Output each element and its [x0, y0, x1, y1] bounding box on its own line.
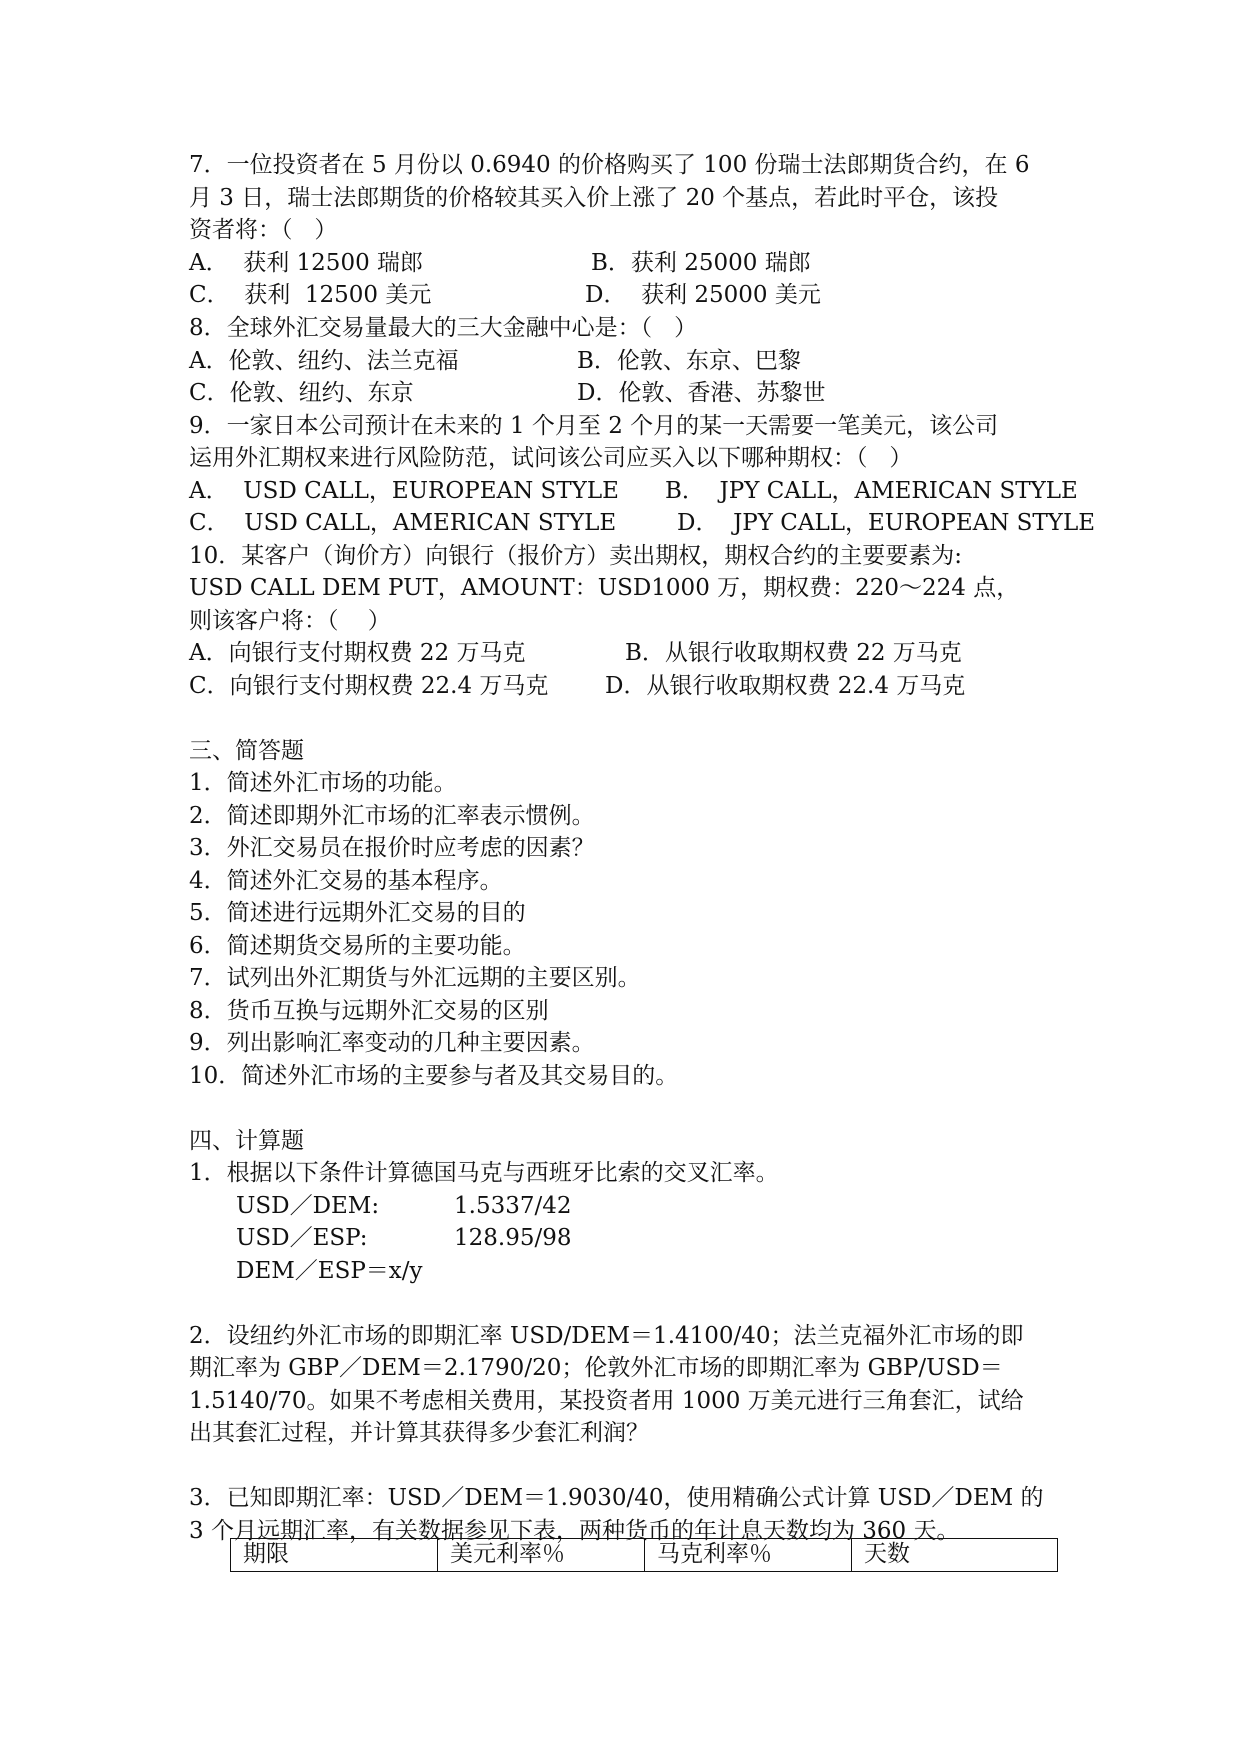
interest-rate-table: [230, 1538, 1058, 1572]
q9-options-row2: [189, 507, 1096, 539]
q8-options-row2: [189, 377, 826, 409]
rate-value: 1.5337/42: [454, 1193, 572, 1219]
q8-option-d: D．伦敦、香港、苏黎世: [577, 380, 826, 406]
short-answer-item: 3．外汇交易员在报价时应考虑的因素？: [189, 835, 595, 861]
q7-options-row2: [189, 279, 821, 311]
q10-stem-line3: 则该客户将：（ ）: [189, 608, 391, 634]
q8-options-row1: [189, 345, 801, 377]
q9-option-b: B． JPY CALL，AMERICAN STYLE: [665, 478, 1078, 504]
q10-options-row2: [189, 670, 966, 702]
q7-option-a: A． 获利 12500 瑞郎: [189, 250, 424, 276]
calc-q3-line1: 3．已知即期汇率：USD／DEM＝1.9030/40，使用精确公式计算 USD／DEM 的: [189, 1485, 1044, 1511]
short-answer-item: 8．货币互换与远期外汇交易的区别: [189, 998, 549, 1024]
section-heading-calculation: 四、计算题: [189, 1128, 304, 1154]
q9-options-row1: [189, 475, 1078, 507]
short-answer-item: 5．简述进行远期外汇交易的目的: [189, 900, 526, 926]
short-answer-item: 7．试列出外汇期货与外汇远期的主要区别。: [189, 965, 641, 991]
q9-stem-line2: 运用外汇期权来进行风险防范，试问该公司应买入以下哪种期权：（ ）: [189, 445, 913, 471]
q9-option-a: A． USD CALL，EUROPEAN STYLE: [189, 478, 619, 504]
calc-q1-rate-usd-dem: [236, 1190, 572, 1222]
rate-label: USD／DEM:: [236, 1193, 380, 1219]
table-header-term: 期限: [231, 1539, 438, 1571]
q8-stem-line1: 8．全球外汇交易量最大的三大金融中心是：（ ）: [189, 315, 698, 341]
q9-stem-line1: 9．一家日本公司预计在未来的 1 个月至 2 个月的某一天需要一笔美元，该公司: [189, 413, 999, 439]
q7-option-b: B．获利 25000 瑞郎: [591, 250, 811, 276]
q9-option-d: D． JPY CALL，EUROPEAN STYLE: [677, 510, 1096, 536]
rate-value: 128.95/98: [454, 1225, 572, 1251]
q10-option-d: D．从银行收取期权费 22.4 万马克: [605, 673, 966, 699]
short-answer-item: 1．简述外汇市场的功能。: [189, 770, 457, 796]
q10-option-c: C．向银行支付期权费 22.4 万马克: [189, 673, 549, 699]
q7-option-d: D． 获利 25000 美元: [585, 282, 821, 308]
q7-stem-line2: 月 3 日，瑞士法郎期货的价格较其买入价上涨了 20 个基点，若此时平仓，该投: [189, 185, 999, 211]
rate-label: USD／ESP:: [236, 1225, 368, 1251]
q10-option-a: A．向银行支付期权费 22 万马克: [189, 640, 526, 666]
short-answer-item: 9．列出影响汇率变动的几种主要因素。: [189, 1030, 595, 1056]
table-header-dem-rate: 马克利率％: [645, 1539, 852, 1571]
q8-option-c: C．伦敦、纽约、东京: [189, 380, 414, 406]
q7-options-row1: [189, 247, 811, 279]
short-answer-item: 2．简述即期外汇市场的汇率表示惯例。: [189, 803, 595, 829]
table-header-usd-rate: 美元利率％: [438, 1539, 645, 1571]
calc-q2-line1: 2．设纽约外汇市场的即期汇率 USD/DEM＝1.4100/40；法兰克福外汇市场的即: [189, 1323, 1024, 1349]
table-header-days: 天数: [864, 1541, 910, 1567]
short-answer-item: 4．简述外汇交易的基本程序。: [189, 868, 503, 894]
calc-q1-rate-usd-esp: [236, 1222, 572, 1254]
q7-option-c: C． 获利 12500 美元: [189, 282, 432, 308]
q10-options-row1: [189, 637, 962, 669]
calc-q2-line3: 1.5140/70。如果不考虑相关费用，某投资者用 1000 万美元进行三角套汇，试给: [189, 1388, 1024, 1414]
q8-option-a: A．伦敦、纽约、法兰克福: [189, 348, 459, 374]
calc-q2-line2: 期汇率为 GBP／DEM＝2.1790/20；伦敦外汇市场的即期汇率为 GBP/USD＝: [189, 1355, 1003, 1381]
q10-stem-line2: USD CALL DEM PUT，AMOUNT：USD1000 万，期权费：220～224 点，: [189, 575, 1020, 601]
q8-option-b: B．伦敦、东京、巴黎: [577, 348, 801, 374]
calc-q1-stem: 1．根据以下条件计算德国马克与西班牙比索的交叉汇率。: [189, 1160, 779, 1186]
section-heading-short-answer: 三、简答题: [189, 738, 304, 764]
calc-q3-line2: 3 个月远期汇率，有关数据参见下表，两种货币的年计息天数均为 360 天。: [189, 1518, 960, 1544]
q10-option-b: B．从银行收取期权费 22 万马克: [625, 640, 962, 666]
q10-stem-line1: 10．某客户（询价方）向银行（报价方）卖出期权，期权合约的主要要素为:: [189, 543, 963, 569]
q7-stem-line3: 资者将：（ ）: [189, 217, 338, 243]
q9-option-c: C． USD CALL，AMERICAN STYLE: [189, 510, 617, 536]
short-answer-item: 10．简述外汇市场的主要参与者及其交易目的。: [189, 1063, 679, 1089]
calc-q1-rate-dem-esp: DEM／ESP＝x/y: [236, 1258, 423, 1284]
short-answer-item: 6．简述期货交易所的主要功能。: [189, 933, 526, 959]
q7-stem-line1: 7．一位投资者在 5 月份以 0.6940 的价格购买了 100 份瑞士法郎期货合约，在 6: [189, 152, 1030, 178]
calc-q2-line4: 出其套汇过程，并计算其获得多少套汇利润？: [189, 1420, 649, 1446]
